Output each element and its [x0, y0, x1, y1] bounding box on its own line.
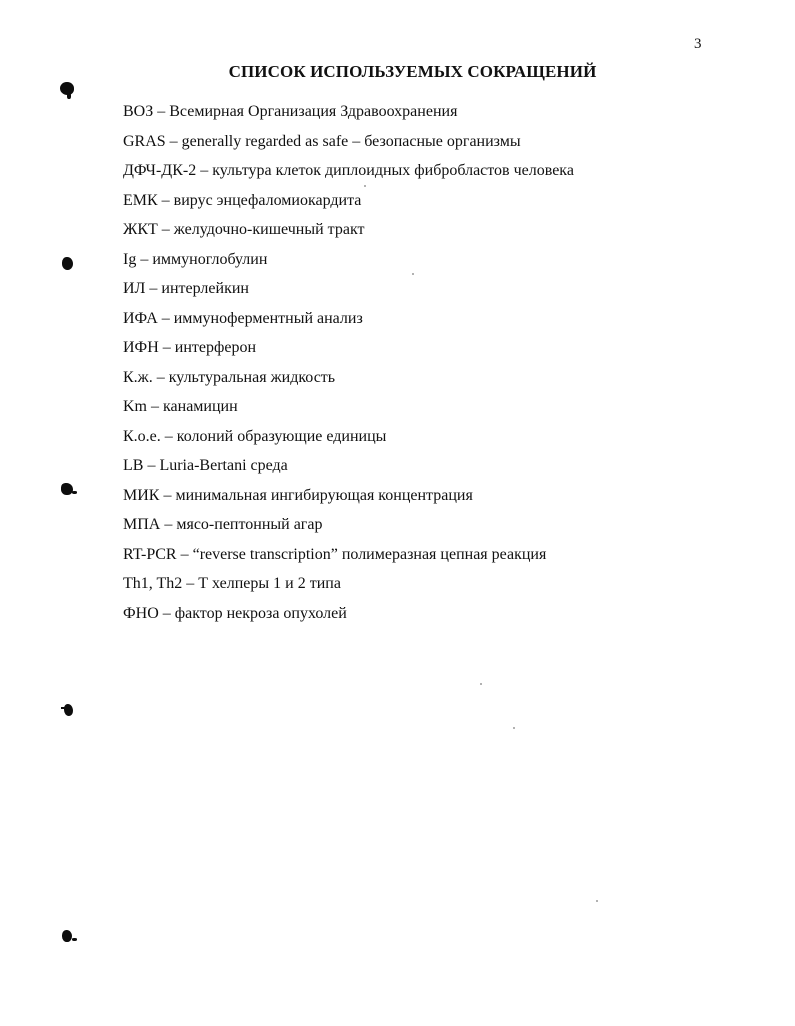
- list-item: Ig – иммуноглобулин: [123, 250, 268, 268]
- list-item: ФНО – фактор некроза опухолей: [123, 604, 347, 622]
- list-item: ИЛ – интерлейкин: [123, 280, 249, 297]
- page-title: СПИСОК ИСПОЛЬЗУЕМЫХ СОКРАЩЕНИЙ: [228, 62, 597, 81]
- hole-punch-mark: [61, 483, 73, 495]
- abbreviation-list: [123, 101, 574, 632]
- list-item: ЖКТ – желудочно-кишечный тракт: [123, 221, 365, 238]
- scan-speck: [513, 727, 515, 729]
- list-item: ДФЧ-ДК-2 – культура клеток диплоидных фибробластов человека: [123, 162, 574, 179]
- list-item: ИФА – иммуноферментный анализ: [123, 309, 363, 327]
- scan-speck: [364, 185, 366, 187]
- hole-punch-mark: [62, 930, 72, 942]
- list-item: GRAS – generally regarded as safe – безопасные организмы: [123, 132, 521, 150]
- list-item: К.ж. – культуральная жидкость: [123, 368, 336, 386]
- hole-punch-mark: [62, 257, 73, 270]
- page-number: 3: [694, 36, 702, 52]
- list-item: ВОЗ – Всемирная Организация Здравоохранения: [123, 103, 458, 120]
- list-item: Km – канамицин: [123, 398, 238, 415]
- list-item: RT-PCR – “reverse transcription” полимеразная цепная реакция: [123, 545, 547, 563]
- list-item: ЕМК – вирус энцефаломиокардита: [123, 191, 362, 209]
- list-item: Th1, Th2 – Т хелперы 1 и 2 типа: [123, 575, 341, 592]
- scan-speck: [480, 683, 482, 685]
- list-item: МИК – минимальная ингибирующая концентрация: [123, 486, 473, 504]
- list-item: К.о.е. – колоний образующие единицы: [123, 427, 387, 445]
- list-item: ИФН – интерферон: [123, 339, 256, 356]
- scan-speck: [596, 900, 598, 902]
- hole-punch-mark: [60, 82, 74, 95]
- list-item: LB – Luria-Bertani среда: [123, 457, 288, 474]
- scan-speck: [412, 273, 414, 275]
- hole-punch-mark: [64, 704, 73, 716]
- list-item: МПА – мясо-пептонный агар: [123, 516, 323, 533]
